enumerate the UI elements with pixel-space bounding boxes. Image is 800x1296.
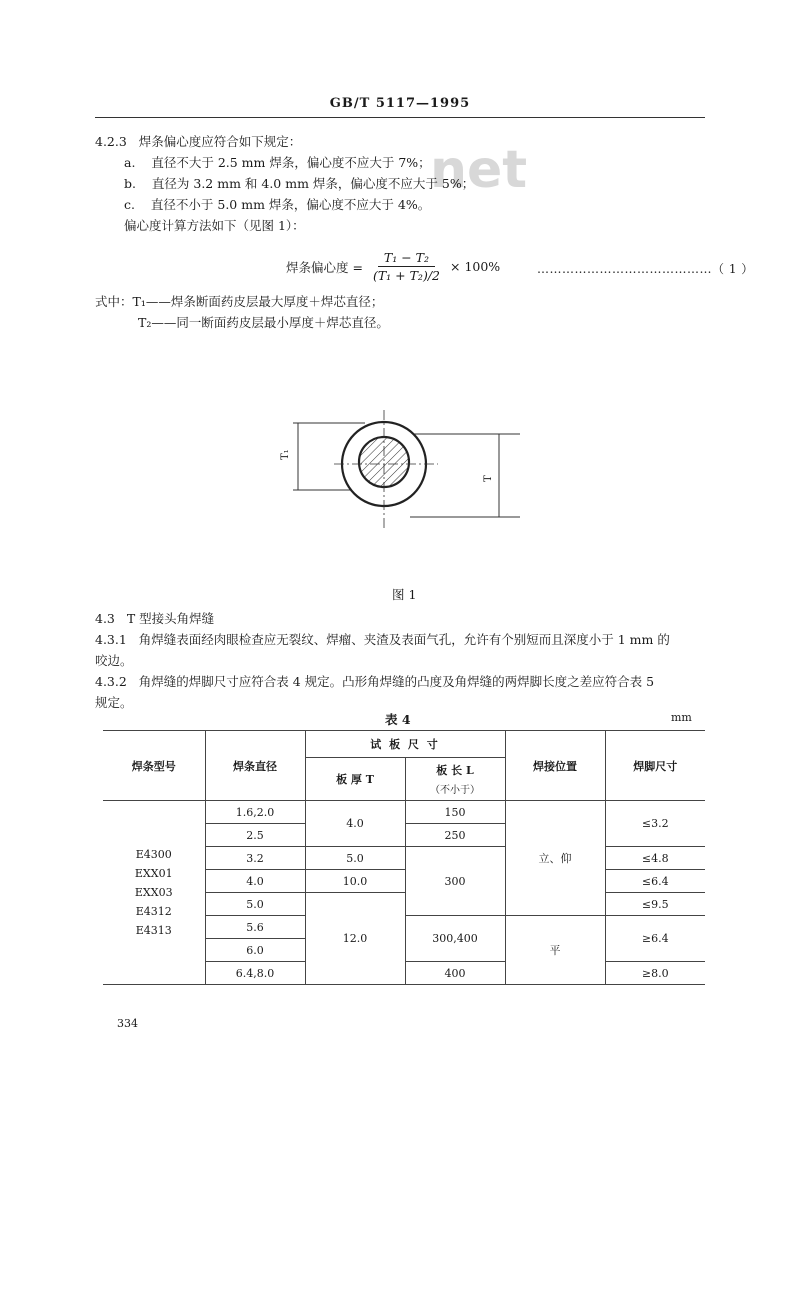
length-cell: 250 — [405, 824, 505, 847]
leg-cell: ≥6.4 — [605, 916, 705, 962]
figure-1-diagram — [270, 410, 530, 535]
header-length-note: （不小于） — [430, 785, 480, 796]
table-header-row — [103, 731, 705, 758]
section-4-3-2-cont: 规定。 — [95, 695, 133, 710]
header-diameter: 焊条直径 — [205, 731, 305, 801]
diameter-cell: 5.6 — [205, 916, 305, 939]
length-cell: 400 — [405, 962, 505, 985]
formula-rhs: × 100% — [450, 259, 501, 274]
diameter-cell: 6.0 — [205, 939, 305, 962]
thickness-cell: 5.0 — [305, 847, 405, 870]
item-label: c. — [124, 197, 135, 212]
table-title: 表 4 — [385, 712, 411, 727]
diameter-cell: 5.0 — [205, 893, 305, 916]
section-text: 焊条偏心度应符合如下规定： — [138, 134, 302, 149]
label-t: T — [483, 475, 494, 482]
section-number: 4.2.3 — [95, 134, 127, 149]
diameter-cell: 6.4,8.0 — [205, 962, 305, 985]
table-unit: mm — [671, 711, 692, 724]
diameter-cell: 4.0 — [205, 870, 305, 893]
label-t1: T₁ — [280, 449, 291, 460]
item-text: 直径不小于 5.0 mm 焊条，偏心度不应大于 4%。 — [150, 197, 431, 212]
table-row — [103, 801, 705, 824]
length-cell: 300 — [405, 847, 505, 916]
thickness-cell: 12.0 — [305, 893, 405, 985]
section-text: 角焊缝表面经肉眼检查应无裂纹、焊瘤、夹渣及表面气孔，允许有个别短而且深度小于 1 mm 的 — [138, 632, 670, 647]
section-4-3 — [95, 609, 214, 627]
header-position: 焊接位置 — [505, 731, 605, 801]
header-plate: 试 板 尺 寸 — [305, 731, 505, 758]
header-thickness: 板 厚 T — [305, 758, 405, 801]
formula-lhs: 焊条偏心度 = — [286, 259, 363, 275]
leg-cell: ≤9.5 — [605, 893, 705, 916]
type-item: EXX03 — [134, 886, 173, 899]
leg-cell: ≥8.0 — [605, 962, 705, 985]
length-cell: 150 — [405, 801, 505, 824]
leg-cell: ≤4.8 — [605, 847, 705, 870]
header-rule — [95, 117, 705, 118]
header-leg: 焊脚尺寸 — [605, 731, 705, 801]
header-length: 板 长 L — [436, 764, 474, 777]
thickness-cell: 10.0 — [305, 870, 405, 893]
position-cell: 平 — [505, 916, 605, 985]
diameter-cell: 1.6,2.0 — [205, 801, 305, 824]
where-line-2: T₂——同一断面药皮层最小厚度＋焊芯直径。 — [138, 315, 389, 330]
type-item: E4312 — [135, 905, 172, 918]
section-text: 角焊缝的焊脚尺寸应符合表 4 规定。凸形角焊缝的凸度及角焊缝的两焊脚长度之差应符合表 5 — [138, 674, 655, 689]
section-number: 4.3.1 — [95, 632, 127, 647]
item-text: 直径为 3.2 mm 和 4.0 mm 焊条，偏心度不应大于 5%； — [151, 176, 475, 191]
formula-fraction — [367, 250, 446, 283]
type-item: EXX01 — [134, 867, 173, 880]
type-item: E4300 — [135, 848, 172, 861]
equation-number: ……………………………………（ 1 ） — [537, 262, 754, 276]
formula-denominator: (T₁ + T₂)/2 — [372, 268, 440, 283]
item-label: a. — [124, 155, 136, 170]
header-length-cell — [405, 758, 505, 801]
page-header: GB/T 5117—1995 — [329, 96, 471, 111]
type-list-cell — [103, 801, 205, 985]
type-item: E4313 — [135, 924, 172, 937]
position-cell: 立、仰 — [505, 801, 605, 916]
eccentricity-formula — [286, 250, 500, 283]
item-label: b. — [124, 176, 136, 191]
section-title: T 型接头角焊缝 — [126, 611, 215, 626]
diameter-cell: 3.2 — [205, 847, 305, 870]
calc-method: 偏心度计算方法如下（见图 1）： — [124, 218, 305, 233]
formula-numerator: T₁ − T₂ — [378, 250, 435, 267]
leg-cell: ≤6.4 — [605, 870, 705, 893]
section-4-3-1 — [95, 630, 670, 648]
item-a — [124, 153, 431, 171]
section-number: 4.3.2 — [95, 674, 127, 689]
item-text: 直径不大于 2.5 mm 焊条，偏心度不应大于 7%； — [151, 155, 431, 170]
thickness-cell: 4.0 — [305, 801, 405, 847]
section-4-3-2 — [95, 672, 654, 690]
section-4-2-3 — [95, 132, 301, 150]
where-line-1: 式中：T₁——焊条断面药皮层最大厚度＋焊芯直径； — [95, 294, 384, 309]
section-4-3-1-cont: 咬边。 — [95, 653, 133, 668]
length-cell: 300,400 — [405, 916, 505, 962]
diameter-cell: 2.5 — [205, 824, 305, 847]
page-number: 334 — [117, 1017, 138, 1030]
item-c — [124, 195, 430, 213]
core-circle — [359, 437, 409, 487]
leg-cell: ≤3.2 — [605, 801, 705, 847]
figure-caption: 图 1 — [392, 587, 417, 602]
item-b — [124, 174, 474, 192]
header-type: 焊条型号 — [103, 731, 205, 801]
watermark: net — [430, 140, 528, 200]
table-4 — [103, 730, 705, 985]
section-number: 4.3 — [95, 611, 115, 626]
